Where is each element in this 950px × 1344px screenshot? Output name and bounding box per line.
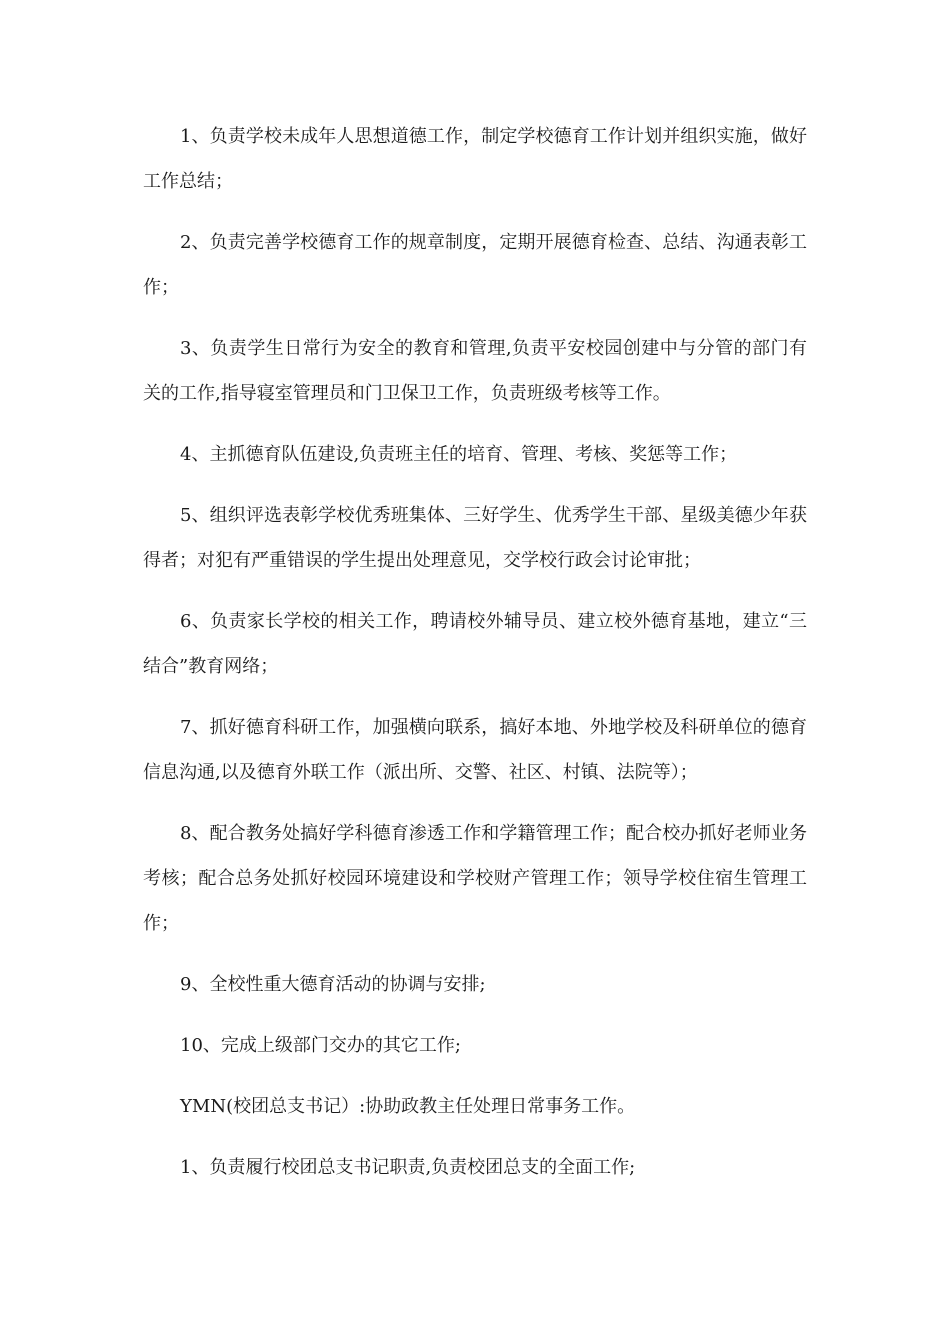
paragraph-league-secretary-role: YMN(校团总支书记）:协助政教主任处理日常事务工作。 xyxy=(180,1096,636,1117)
document-body xyxy=(143,114,807,1206)
paragraph-duty-3: 3、负责学生日常行为安全的教育和管理,负责平安校园创建中与分管的部门有关的工作,指导寝室管理员和门卫保卫工作，负责班级考核等工作。 xyxy=(143,338,807,404)
paragraph-duty-10: 10、完成上级部门交办的其它工作; xyxy=(180,1035,461,1056)
paragraph-duty-9: 9、全校性重大德育活动的协调与安排; xyxy=(180,974,486,995)
paragraph-duty-1: 1、负责学校未成年人思想道德工作，制定学校德育工作计划并组织实施，做好工作总结； xyxy=(143,126,807,192)
paragraph-duty-7: 7、抓好德育科研工作，加强横向联系，搞好本地、外地学校及科研单位的德育信息沟通,以及德育外联工作（派出所、交警、社区、村镇、法院等）； xyxy=(143,717,807,783)
paragraph-league-duty-1: 1、负责履行校团总支书记职责,负责校团总支的全面工作; xyxy=(180,1157,636,1178)
paragraph-duty-5: 5、组织评选表彰学校优秀班集体、三好学生、优秀学生干部、星级美德少年获得者；对犯有严重错误的学生提出处理意见，交学校行政会讨论审批； xyxy=(143,505,807,571)
paragraph-duty-2: 2、负责完善学校德育工作的规章制度，定期开展德育检查、总结、沟通表彰工作； xyxy=(143,232,807,298)
paragraph-duty-4: 4、主抓德育队伍建设,负责班主任的培育、管理、考核、奖惩等工作； xyxy=(180,444,738,465)
paragraph-duty-8: 8、配合教务处搞好学科德育渗透工作和学籍管理工作；配合校办抓好老师业务考核；配合总务处抓好校园环境建设和学校财产管理工作；领导学校住宿生管理工作； xyxy=(143,823,807,934)
paragraph-duty-6: 6、负责家长学校的相关工作，聘请校外辅导员、建立校外德育基地，建立“三结合”教育网络； xyxy=(143,611,807,677)
